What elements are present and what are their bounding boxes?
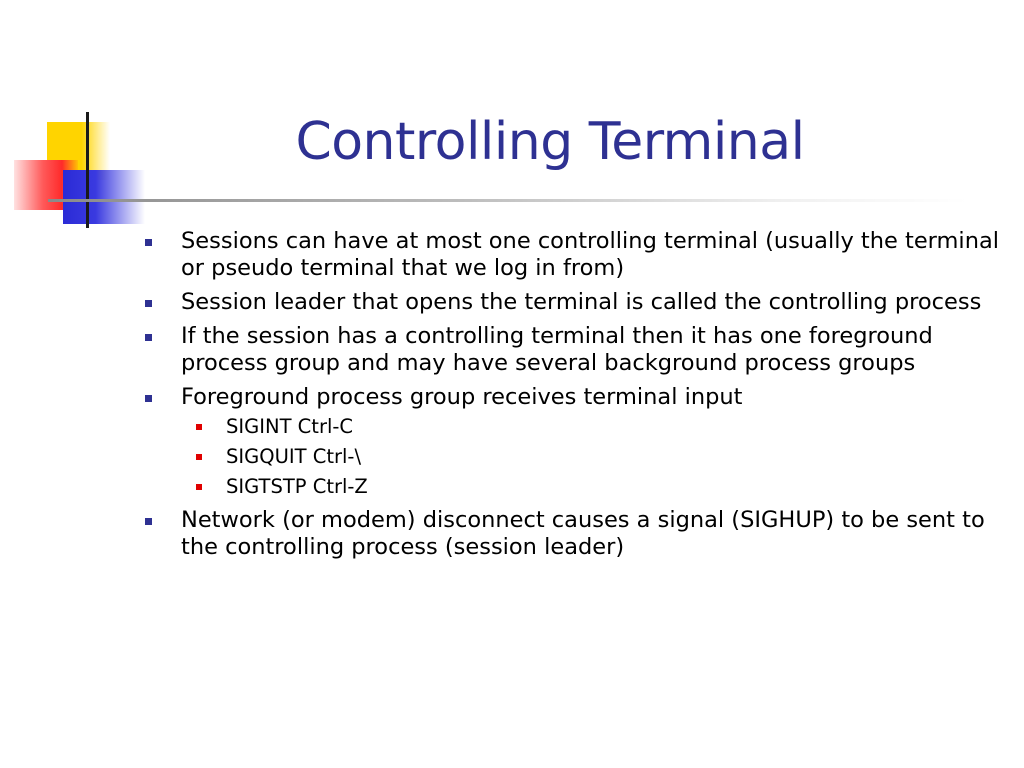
list-item-text: Session leader that opens the terminal is called the controlling process bbox=[181, 289, 982, 315]
sub-list-item bbox=[140, 415, 1000, 439]
slide-title: Controlling Terminal bbox=[295, 112, 805, 172]
sub-list-item bbox=[140, 475, 1000, 499]
square-bullet-icon bbox=[145, 300, 152, 307]
bullet-list bbox=[140, 228, 1000, 568]
sub-list-item-text: SIGQUIT Ctrl-\ bbox=[226, 445, 362, 468]
square-bullet-icon bbox=[196, 424, 202, 430]
list-item-text: Sessions can have at most one controlling terminal (usually the terminal or pseudo terminal that we log in from) bbox=[181, 228, 999, 281]
list-item bbox=[140, 323, 1000, 377]
list-item bbox=[140, 384, 1000, 411]
square-bullet-icon bbox=[145, 334, 152, 341]
square-bullet-icon bbox=[196, 454, 202, 460]
square-bullet-icon bbox=[196, 484, 202, 490]
blue-square-icon bbox=[63, 170, 145, 224]
list-item bbox=[140, 289, 1000, 316]
sub-list-item bbox=[140, 445, 1000, 469]
list-item-text: Network (or modem) disconnect causes a signal (SIGHUP) to be sent to the controlling process (session leader) bbox=[181, 507, 985, 560]
square-bullet-icon bbox=[145, 239, 152, 246]
square-bullet-icon bbox=[145, 518, 152, 525]
title-divider bbox=[48, 199, 968, 202]
list-item-text: If the session has a controlling terminal then it has one foreground process group and may have several background process groups bbox=[181, 323, 933, 376]
list-item bbox=[140, 228, 1000, 282]
sub-list-item-text: SIGTSTP Ctrl-Z bbox=[226, 475, 368, 498]
list-item bbox=[140, 507, 1000, 561]
square-bullet-icon bbox=[145, 395, 152, 402]
list-item-text: Foreground process group receives terminal input bbox=[181, 384, 743, 410]
vertical-line-icon bbox=[86, 112, 89, 228]
decorative-squares-icon bbox=[0, 100, 150, 240]
sub-list-item-text: SIGINT Ctrl-C bbox=[226, 415, 354, 438]
